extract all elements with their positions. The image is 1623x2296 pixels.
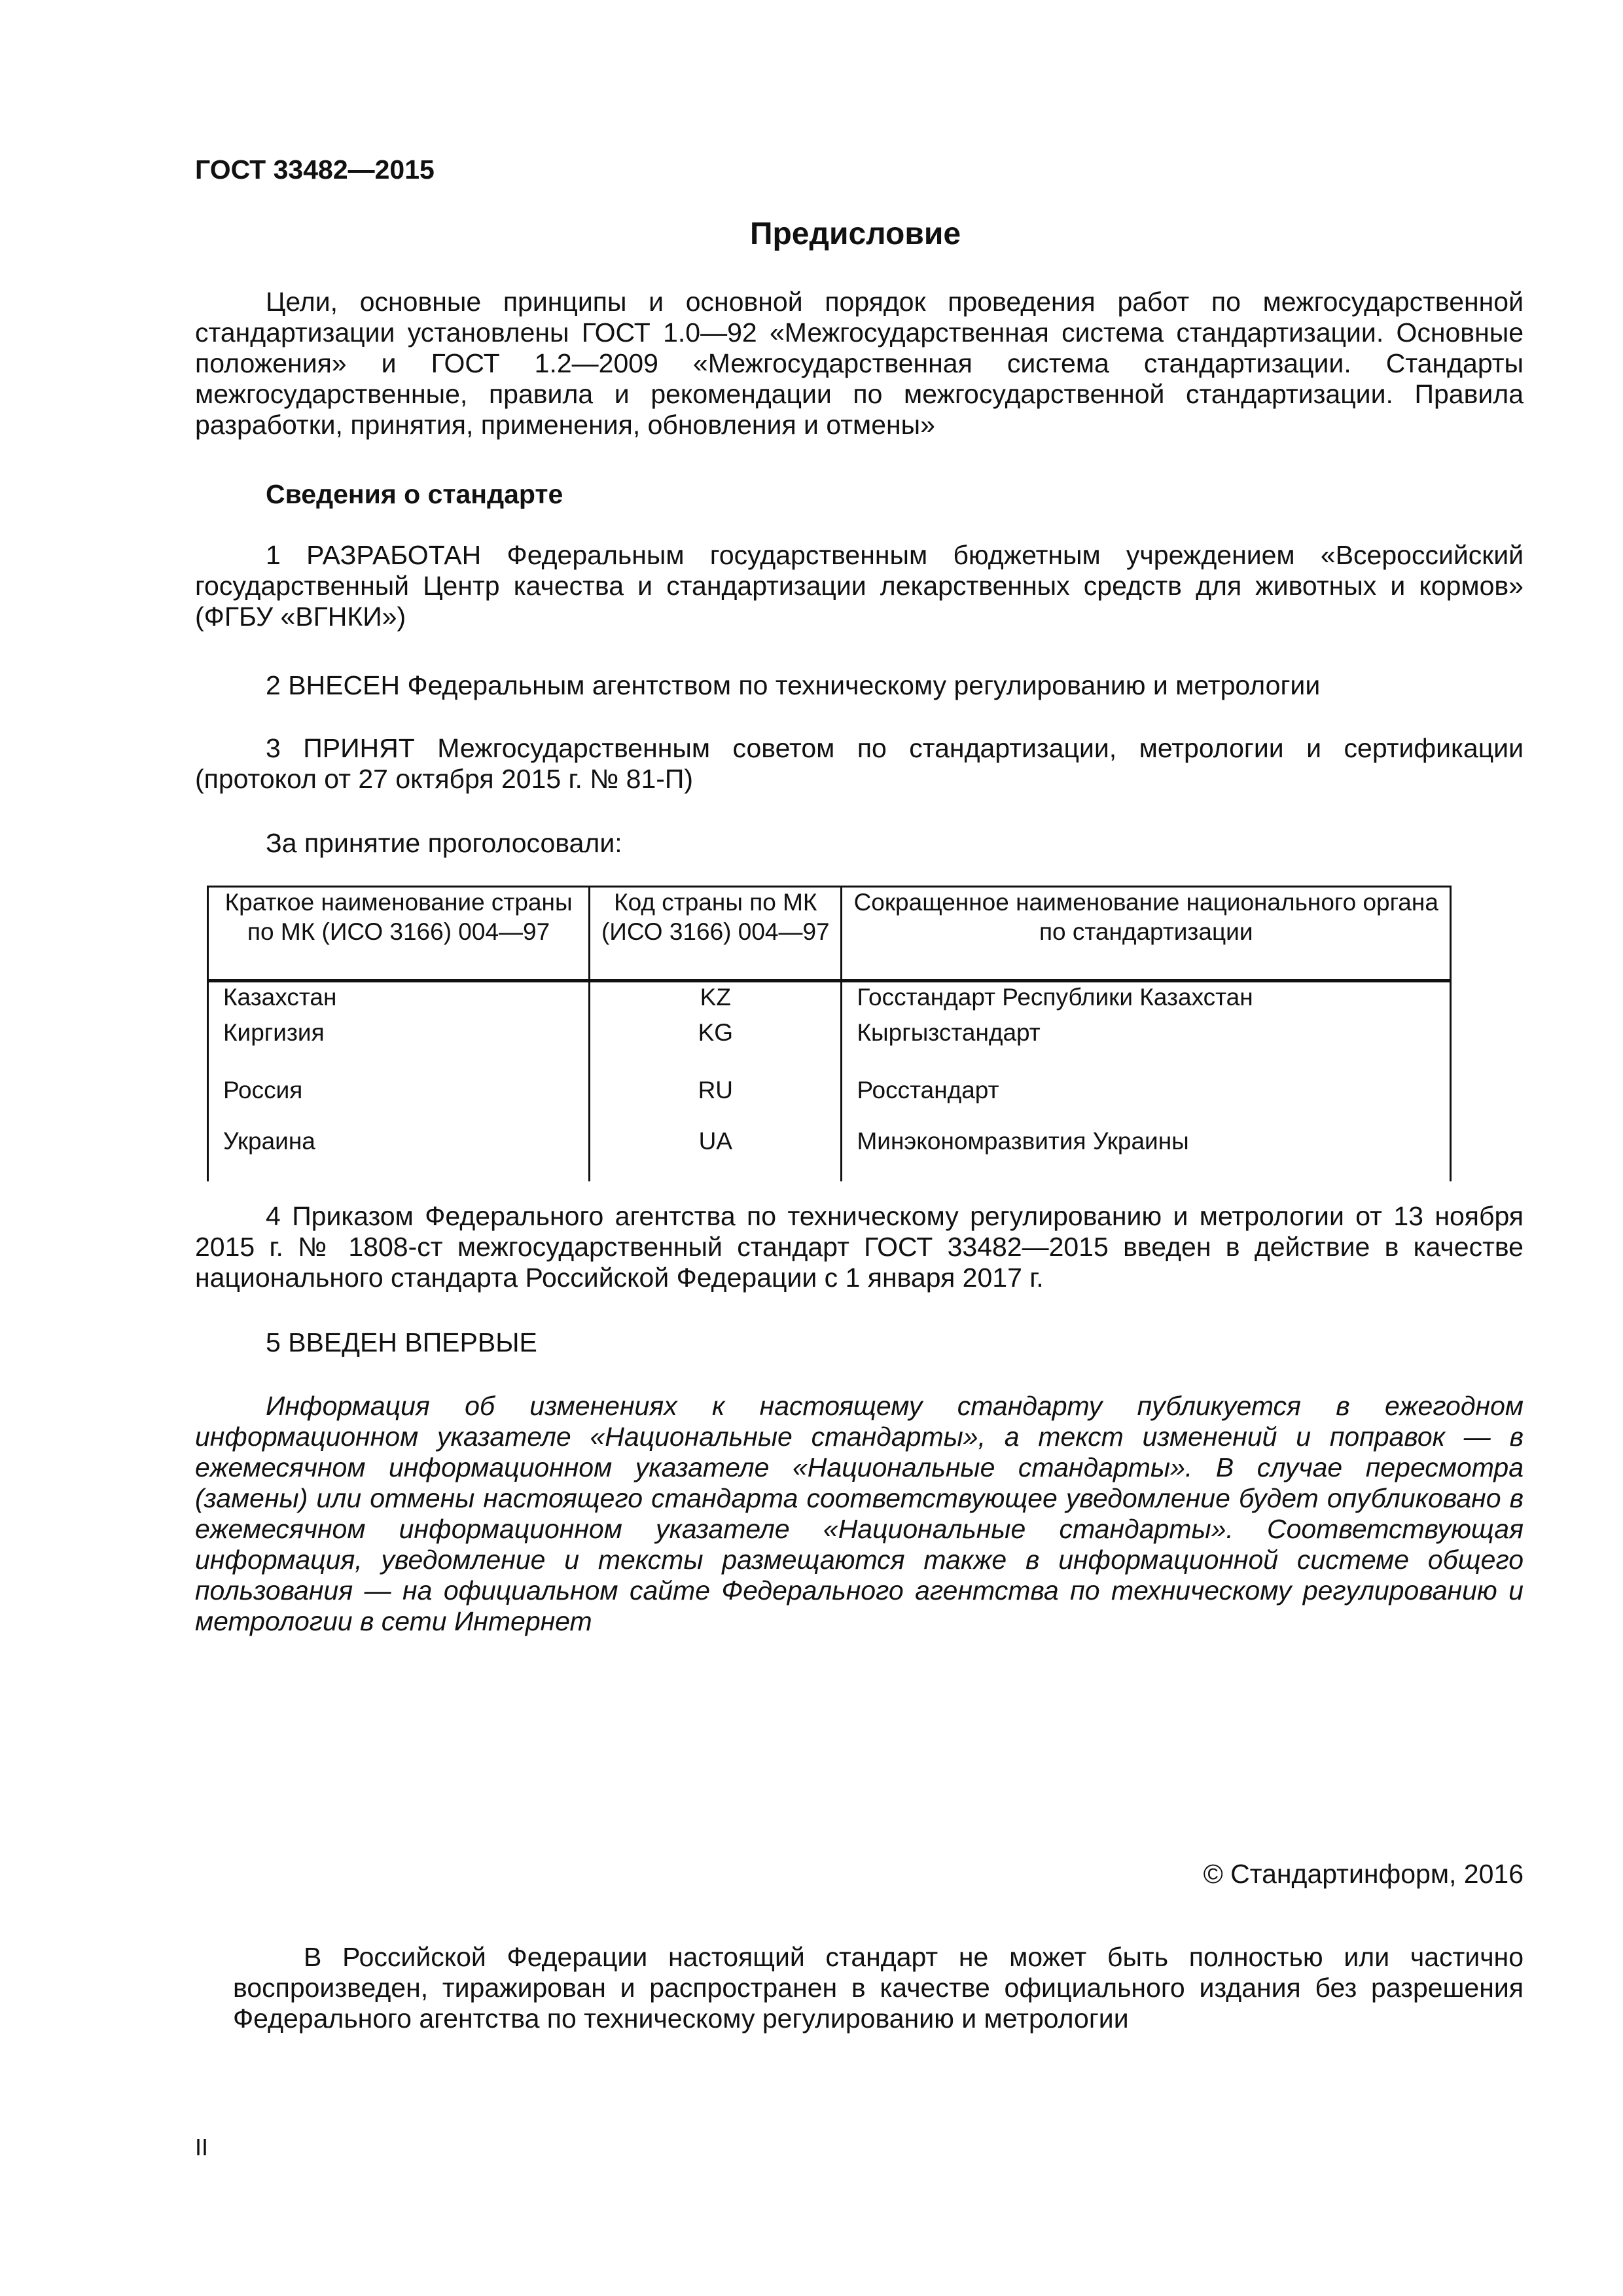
country-cell: Казахстан <box>208 981 590 1018</box>
code-cell: RU <box>590 1075 842 1126</box>
legal-notice: В Российской Федерации настоящий стандарт не может быть полностью или частично воспроизведен, тиражирован и распространен в качестве официального издания без разрешения Федерального агентства по техническому регулированию и метрологии <box>233 1942 1524 2034</box>
voting-table <box>207 886 1452 1181</box>
code-cell: UA <box>590 1126 842 1181</box>
body-cell: Госстандарт Республики Казахстан <box>842 981 1451 1018</box>
body-cell: Росстандарт <box>842 1075 1451 1126</box>
header-national-body: Сокращенное наименование национального органа по стандартизации <box>842 887 1451 981</box>
table-row <box>208 981 1451 1018</box>
body-cell: Кыргызстандарт <box>842 1018 1451 1075</box>
order-paragraph: 4 Приказом Федерального агентства по техническому регулированию и метрологии от 13 ноября 2015 г. № 1808-ст межгосударственный стандарт ГОСТ 33482—2015 введен в действие в качестве национального стандарта Российской Федерации с 1 января 2017 г. <box>195 1201 1524 1293</box>
introduced-paragraph: 2 ВНЕСЕН Федеральным агентством по техническому регулированию и метрологии <box>266 670 1321 700</box>
body-cell: Минэкономразвития Украины <box>842 1126 1451 1181</box>
table-header-row <box>208 887 1451 981</box>
table-row <box>208 1075 1451 1126</box>
intro-paragraph: Цели, основные принципы и основной порядок проведения работ по межгосударственной стандартизации установлены ГОСТ 1.0—92 «Межгосударственная система стандартизации. Основные положения» и ГОСТ 1.2—2009 «Межгосударственная система стандартизации. Стандарты межгосударственные, правила и рекомендации по межгосударственной стандартизации. Правила разработки, принятия, применения, обновления и отмены» <box>195 287 1524 440</box>
adopted-paragraph: 3 ПРИНЯТ Межгосударственным советом по стандартизации, метрологии и сертификации (протокол от 27 октября 2015 г. № 81-П) <box>195 733 1524 794</box>
changes-notice: Информация об изменениях к настоящему стандарту публикуется в ежегодном информационном указателе «Национальные стандарты», а текст изменений и поправок — в ежемесячном информационном указателе «Национальные стандарты». В случае пересмотра (замены) или отмены настоящего стандарта соответствующее уведомление будет опубликовано в ежемесячном информационном указателе «Национальные стандарты». Соответствующая информация, уведомление и тексты размещаются также в информационной системе общего пользования — на официальном сайте Федерального агентства по техническому регулированию и метрологии в сети Интернет <box>195 1391 1524 1636</box>
about-heading: Сведения о стандарте <box>266 479 563 509</box>
developed-paragraph: 1 РАЗРАБОТАН Федеральным государственным бюджетным учреждением «Всероссийский государственный Центр качества и стандартизации лекарственных средств для животных и кормов» (ФГБУ «ВГНКИ») <box>195 540 1524 632</box>
document-number: ГОСТ 33482—2015 <box>195 154 435 185</box>
table-row <box>208 1126 1451 1181</box>
header-country-code: Код страны по МК (ИСО 3166) 004—97 <box>590 887 842 981</box>
copyright-line: © Стандартинформ, 2016 <box>1203 1859 1524 1889</box>
page-number: II <box>195 2134 209 2161</box>
code-cell: KG <box>590 1018 842 1075</box>
page-title: Предисловие <box>749 217 961 251</box>
table-row <box>208 1018 1451 1075</box>
code-cell: KZ <box>590 981 842 1018</box>
header-country-name: Краткое наименование страны по МК (ИСО 3166) 004—97 <box>208 887 590 981</box>
country-cell: Киргизия <box>208 1018 590 1075</box>
country-cell: Россия <box>208 1075 590 1126</box>
first-introduced-paragraph: 5 ВВЕДЕН ВПЕРВЫЕ <box>266 1327 537 1357</box>
country-cell: Украина <box>208 1126 590 1181</box>
voted-caption: За принятие проголосовали: <box>266 828 622 858</box>
